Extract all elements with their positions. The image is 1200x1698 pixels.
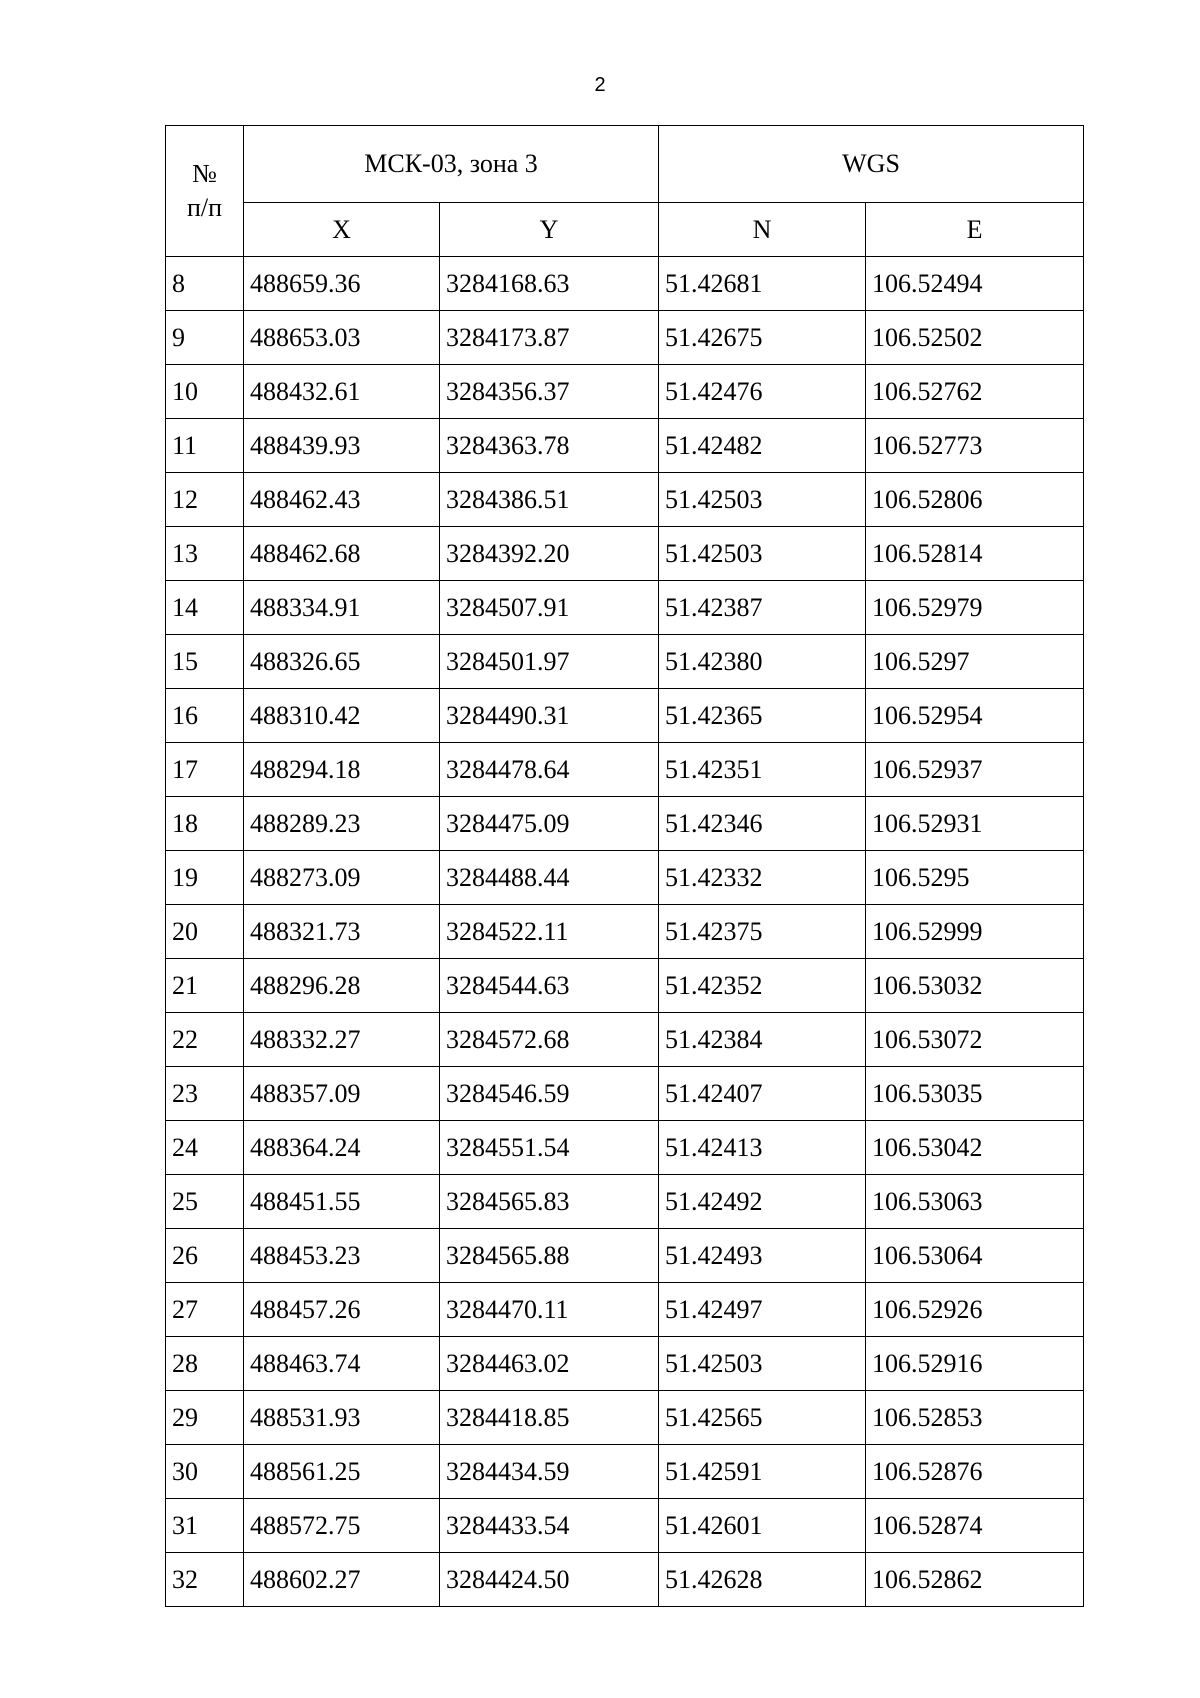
cell-row-number: 21 — [166, 959, 244, 1013]
cell-wgs-e: 106.52954 — [866, 689, 1084, 743]
cell-msk-y: 3284173.87 — [440, 311, 659, 365]
table-row — [166, 473, 1084, 527]
cell-msk-x: 488653.03 — [244, 311, 440, 365]
cell-msk-y: 3284418.85 — [440, 1391, 659, 1445]
header-number-sign: № — [192, 159, 217, 188]
cell-row-number: 29 — [166, 1391, 244, 1445]
table-row — [166, 1445, 1084, 1499]
cell-wgs-e: 106.53063 — [866, 1175, 1084, 1229]
table-row — [166, 689, 1084, 743]
table-row — [166, 743, 1084, 797]
cell-msk-y: 3284478.64 — [440, 743, 659, 797]
cell-row-number: 16 — [166, 689, 244, 743]
cell-msk-x: 488432.61 — [244, 365, 440, 419]
cell-msk-x: 488296.28 — [244, 959, 440, 1013]
cell-wgs-e: 106.53064 — [866, 1229, 1084, 1283]
cell-wgs-n: 51.42352 — [659, 959, 866, 1013]
cell-msk-x: 488310.42 — [244, 689, 440, 743]
header-group-msk: МСК-03, зона 3 — [244, 126, 659, 203]
cell-wgs-e: 106.53032 — [866, 959, 1084, 1013]
cell-msk-x: 488439.93 — [244, 419, 440, 473]
cell-msk-x: 488531.93 — [244, 1391, 440, 1445]
cell-wgs-e: 106.52806 — [866, 473, 1084, 527]
cell-wgs-n: 51.42492 — [659, 1175, 866, 1229]
cell-wgs-e: 106.52937 — [866, 743, 1084, 797]
cell-msk-y: 3284363.78 — [440, 419, 659, 473]
header-group-wgs: WGS — [659, 126, 1084, 203]
table-row — [166, 1337, 1084, 1391]
header-row-columns — [166, 203, 1084, 257]
header-col-n: N — [659, 203, 866, 257]
cell-wgs-n: 51.42346 — [659, 797, 866, 851]
table-row — [166, 365, 1084, 419]
table-row — [166, 1553, 1084, 1607]
cell-row-number: 17 — [166, 743, 244, 797]
cell-msk-y: 3284488.44 — [440, 851, 659, 905]
cell-msk-x: 488457.26 — [244, 1283, 440, 1337]
cell-wgs-n: 51.42503 — [659, 473, 866, 527]
cell-msk-y: 3284475.09 — [440, 797, 659, 851]
cell-msk-y: 3284433.54 — [440, 1499, 659, 1553]
cell-row-number: 11 — [166, 419, 244, 473]
cell-wgs-e: 106.52999 — [866, 905, 1084, 959]
cell-wgs-n: 51.42482 — [659, 419, 866, 473]
table-row — [166, 1391, 1084, 1445]
cell-wgs-n: 51.42375 — [659, 905, 866, 959]
cell-msk-y: 3284522.11 — [440, 905, 659, 959]
cell-msk-x: 488462.68 — [244, 527, 440, 581]
table-row — [166, 581, 1084, 635]
table-body — [166, 257, 1084, 1607]
header-row-number — [166, 126, 244, 257]
cell-wgs-n: 51.42681 — [659, 257, 866, 311]
header-row-groups — [166, 126, 1084, 203]
cell-wgs-n: 51.42591 — [659, 1445, 866, 1499]
cell-row-number: 25 — [166, 1175, 244, 1229]
header-col-y: Y — [440, 203, 659, 257]
cell-wgs-e: 106.5295 — [866, 851, 1084, 905]
cell-wgs-n: 51.42384 — [659, 1013, 866, 1067]
cell-msk-y: 3284507.91 — [440, 581, 659, 635]
header-number-abbrev: п/п — [186, 193, 223, 222]
cell-row-number: 18 — [166, 797, 244, 851]
cell-msk-y: 3284501.97 — [440, 635, 659, 689]
cell-msk-y: 3284356.37 — [440, 365, 659, 419]
cell-row-number: 19 — [166, 851, 244, 905]
cell-msk-x: 488561.25 — [244, 1445, 440, 1499]
table-row — [166, 797, 1084, 851]
cell-wgs-n: 51.42332 — [659, 851, 866, 905]
table-row — [166, 851, 1084, 905]
table-row — [166, 635, 1084, 689]
cell-wgs-n: 51.42351 — [659, 743, 866, 797]
cell-row-number: 15 — [166, 635, 244, 689]
table-row — [166, 257, 1084, 311]
cell-msk-y: 3284434.59 — [440, 1445, 659, 1499]
cell-wgs-n: 51.42503 — [659, 1337, 866, 1391]
cell-wgs-e: 106.52876 — [866, 1445, 1084, 1499]
cell-wgs-n: 51.42476 — [659, 365, 866, 419]
cell-row-number: 32 — [166, 1553, 244, 1607]
cell-msk-x: 488602.27 — [244, 1553, 440, 1607]
cell-row-number: 28 — [166, 1337, 244, 1391]
cell-wgs-e: 106.53035 — [866, 1067, 1084, 1121]
cell-wgs-n: 51.42497 — [659, 1283, 866, 1337]
cell-wgs-e: 106.52814 — [866, 527, 1084, 581]
cell-msk-y: 3284168.63 — [440, 257, 659, 311]
header-col-e: E — [866, 203, 1084, 257]
cell-row-number: 9 — [166, 311, 244, 365]
table-row — [166, 905, 1084, 959]
cell-row-number: 26 — [166, 1229, 244, 1283]
table-row — [166, 311, 1084, 365]
cell-wgs-n: 51.42365 — [659, 689, 866, 743]
cell-row-number: 14 — [166, 581, 244, 635]
cell-wgs-e: 106.52494 — [866, 257, 1084, 311]
cell-wgs-e: 106.53072 — [866, 1013, 1084, 1067]
cell-wgs-e: 106.5297 — [866, 635, 1084, 689]
table-row — [166, 1229, 1084, 1283]
cell-row-number: 30 — [166, 1445, 244, 1499]
cell-wgs-e: 106.52762 — [866, 365, 1084, 419]
cell-msk-y: 3284386.51 — [440, 473, 659, 527]
cell-msk-x: 488453.23 — [244, 1229, 440, 1283]
cell-row-number: 8 — [166, 257, 244, 311]
cell-wgs-n: 51.42407 — [659, 1067, 866, 1121]
cell-wgs-e: 106.52773 — [866, 419, 1084, 473]
cell-wgs-n: 51.42380 — [659, 635, 866, 689]
cell-msk-y: 3284424.50 — [440, 1553, 659, 1607]
cell-msk-x: 488289.23 — [244, 797, 440, 851]
cell-wgs-n: 51.42503 — [659, 527, 866, 581]
cell-wgs-n: 51.42387 — [659, 581, 866, 635]
cell-msk-x: 488334.91 — [244, 581, 440, 635]
cell-msk-x: 488294.18 — [244, 743, 440, 797]
cell-wgs-e: 106.52874 — [866, 1499, 1084, 1553]
cell-msk-y: 3284392.20 — [440, 527, 659, 581]
cell-msk-x: 488364.24 — [244, 1121, 440, 1175]
cell-row-number: 27 — [166, 1283, 244, 1337]
cell-msk-x: 488659.36 — [244, 257, 440, 311]
cell-wgs-e: 106.52916 — [866, 1337, 1084, 1391]
cell-msk-y: 3284565.88 — [440, 1229, 659, 1283]
cell-msk-y: 3284551.54 — [440, 1121, 659, 1175]
cell-msk-y: 3284544.63 — [440, 959, 659, 1013]
cell-wgs-e: 106.52931 — [866, 797, 1084, 851]
cell-wgs-e: 106.53042 — [866, 1121, 1084, 1175]
table-row — [166, 1283, 1084, 1337]
cell-msk-x: 488357.09 — [244, 1067, 440, 1121]
cell-msk-y: 3284546.59 — [440, 1067, 659, 1121]
cell-wgs-n: 51.42493 — [659, 1229, 866, 1283]
cell-msk-x: 488332.27 — [244, 1013, 440, 1067]
table-row — [166, 1067, 1084, 1121]
table-row — [166, 959, 1084, 1013]
cell-msk-x: 488572.75 — [244, 1499, 440, 1553]
cell-wgs-n: 51.42413 — [659, 1121, 866, 1175]
table-row — [166, 527, 1084, 581]
table-row — [166, 1175, 1084, 1229]
table-row — [166, 1499, 1084, 1553]
cell-row-number: 23 — [166, 1067, 244, 1121]
cell-row-number: 10 — [166, 365, 244, 419]
cell-row-number: 22 — [166, 1013, 244, 1067]
cell-wgs-n: 51.42675 — [659, 311, 866, 365]
table-header — [166, 126, 1084, 257]
table-row — [166, 1013, 1084, 1067]
cell-msk-x: 488321.73 — [244, 905, 440, 959]
cell-wgs-n: 51.42628 — [659, 1553, 866, 1607]
coordinates-table — [165, 125, 1084, 1607]
cell-wgs-e: 106.52502 — [866, 311, 1084, 365]
cell-msk-y: 3284470.11 — [440, 1283, 659, 1337]
cell-msk-x: 488273.09 — [244, 851, 440, 905]
cell-row-number: 20 — [166, 905, 244, 959]
cell-msk-y: 3284572.68 — [440, 1013, 659, 1067]
cell-msk-y: 3284565.83 — [440, 1175, 659, 1229]
cell-row-number: 24 — [166, 1121, 244, 1175]
table-row — [166, 1121, 1084, 1175]
cell-wgs-n: 51.42601 — [659, 1499, 866, 1553]
cell-row-number: 12 — [166, 473, 244, 527]
cell-msk-y: 3284463.02 — [440, 1337, 659, 1391]
cell-wgs-e: 106.52853 — [866, 1391, 1084, 1445]
cell-msk-x: 488463.74 — [244, 1337, 440, 1391]
cell-wgs-e: 106.52979 — [866, 581, 1084, 635]
cell-row-number: 13 — [166, 527, 244, 581]
cell-wgs-e: 106.52862 — [866, 1553, 1084, 1607]
cell-msk-x: 488462.43 — [244, 473, 440, 527]
page-number: 2 — [594, 74, 606, 96]
cell-msk-x: 488451.55 — [244, 1175, 440, 1229]
cell-msk-x: 488326.65 — [244, 635, 440, 689]
cell-wgs-n: 51.42565 — [659, 1391, 866, 1445]
cell-row-number: 31 — [166, 1499, 244, 1553]
table-row — [166, 419, 1084, 473]
cell-wgs-e: 106.52926 — [866, 1283, 1084, 1337]
header-col-x: X — [244, 203, 440, 257]
cell-msk-y: 3284490.31 — [440, 689, 659, 743]
